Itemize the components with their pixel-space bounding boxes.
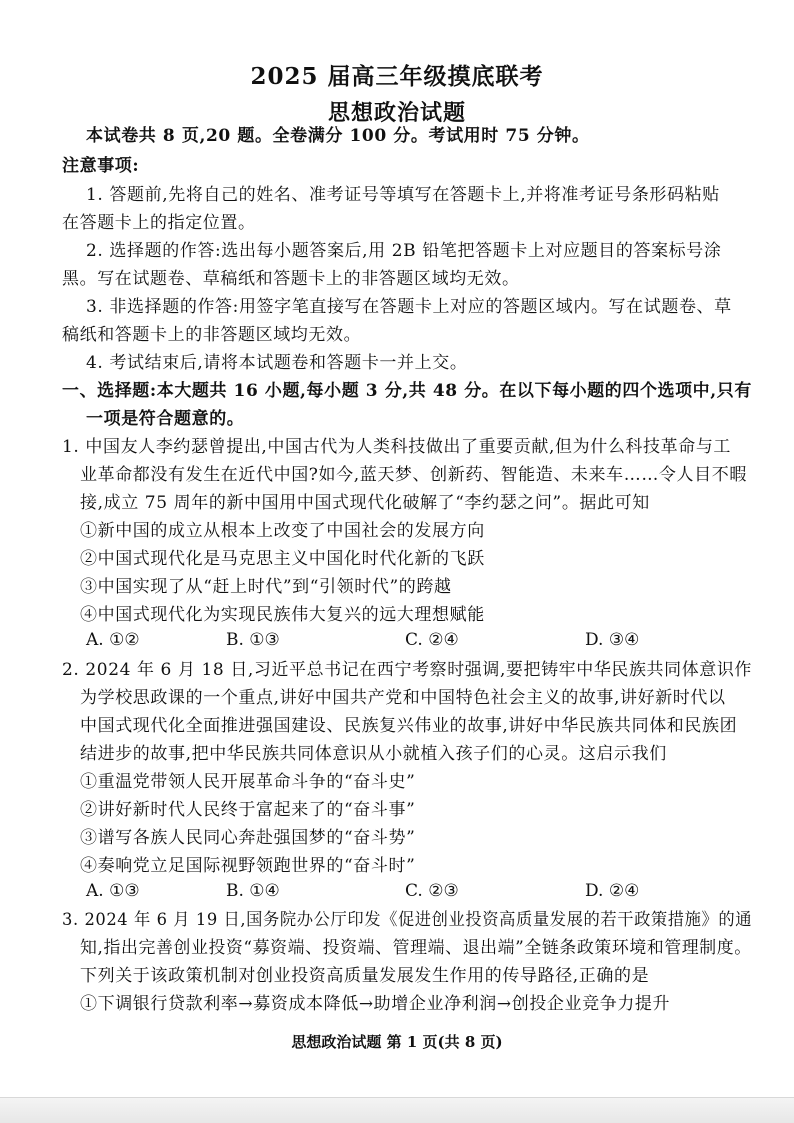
exam-title: 2025 届高三年级摸底联考 <box>250 63 544 90</box>
note-line: 稿纸和答题卡上的非答题区域均无效。 <box>62 325 362 345</box>
option-c: C. ②③ <box>405 881 459 901</box>
section-heading: 一、选择题:本大题共 16 小题,每小题 3 分,共 48 分。在以下每小题的四个选项中,只有 <box>62 381 752 401</box>
note-line: 3. 非选择题的作答:用签字笔直接写在答题卡上对应的答题区域内。写在试题卷、草 <box>86 297 732 317</box>
option-b: B. ①④ <box>226 881 280 901</box>
question-item: ①下调银行贷款利率→募资成本降低→助增企业净利润→创投企业竞争力提升 <box>80 994 671 1014</box>
question-item: ④中国式现代化为实现民族伟大复兴的远大理想赋能 <box>80 605 485 625</box>
option-c: C. ②④ <box>405 630 459 650</box>
scan-edge <box>0 1097 794 1123</box>
option-d: D. ③④ <box>585 630 640 650</box>
notes-heading: 注意事项: <box>62 156 140 176</box>
question-item: ③中国实现了从“赶上时代”到“引领时代”的跨越 <box>80 577 452 597</box>
note-line: 黑。写在试题卷、草稿纸和答题卡上的非答题区域均无效。 <box>62 269 520 289</box>
question-stem: 3. 2024 年 6 月 19 日,国务院办公厅印发《促进创业投资高质量发展的若干政策措施》的通 <box>62 910 753 930</box>
note-line: 4. 考试结束后,请将本试题卷和答题卡一并上交。 <box>86 353 468 373</box>
question-item: ②中国式现代化是马克思主义中国化时代化新的飞跃 <box>80 549 485 569</box>
option-a: A. ①② <box>86 630 140 650</box>
question-stem: 接,成立 75 周年的新中国用中国式现代化破解了“李约瑟之问”。据此可知 <box>80 493 650 513</box>
note-line: 在答题卡上的指定位置。 <box>62 213 256 233</box>
question-item: ①新中国的成立从根本上改变了中国社会的发展方向 <box>80 521 485 541</box>
question-item: ②讲好新时代人民终于富起来了的“奋斗事” <box>80 800 416 820</box>
option-d: D. ②④ <box>585 881 640 901</box>
question-stem: 结进步的故事,把中华民族共同体意识从小就植入孩子们的心灵。这启示我们 <box>80 744 667 764</box>
exam-subject: 思想政治试题 <box>327 100 466 126</box>
question-stem: 中国式现代化全面推进强国建设、民族复兴伟业的故事,讲好中华民族共同体和民族团 <box>80 716 738 736</box>
note-line: 1. 答题前,先将自己的姓名、准考证号等填写在答题卡上,并将准考证号条形码粘贴 <box>86 185 720 205</box>
note-line: 2. 选择题的作答:选出每小题答案后,用 2B 铅笔把答题卡上对应题目的答案标号涂 <box>86 241 722 261</box>
option-b: B. ①③ <box>226 630 280 650</box>
question-item: ③谱写各族人民同心奔赴强国梦的“奋斗势” <box>80 828 416 848</box>
question-stem: 为学校思政课的一个重点,讲好中国共产党和中国特色社会主义的故事,讲好新时代以 <box>80 688 726 708</box>
question-item: ①重温党带领人民开展革命斗争的“奋斗史” <box>80 772 416 792</box>
page-footer: 思想政治试题 第 1 页(共 8 页) <box>291 1033 503 1051</box>
question-stem: 知,指出完善创业投资“募资端、投资端、管理端、退出端”全链条政策环境和管理制度。 <box>80 938 752 958</box>
question-stem: 下列关于该政策机制对创业投资高质量发展发生作用的传导路径,正确的是 <box>80 966 650 986</box>
question-stem: 业革命都没有发生在近代中国?如今,蓝天梦、创新药、智能造、未来车……令人目不暇 <box>80 465 747 485</box>
question-stem: 2. 2024 年 6 月 18 日,习近平总书记在西宁考察时强调,要把铸牢中华民族共同体意识作 <box>62 660 753 680</box>
option-a: A. ①③ <box>86 881 140 901</box>
section-heading-cont: 一项是符合题意的。 <box>86 409 245 429</box>
question-item: ④奏响党立足国际视野领跑世界的“奋斗时” <box>80 856 416 876</box>
exam-intro: 本试卷共 8 页,20 题。全卷满分 100 分。考试用时 75 分钟。 <box>86 126 590 146</box>
question-stem: 1. 中国友人李约瑟曾提出,中国古代为人类科技做出了重要贡献,但为什么科技革命与工 <box>62 437 732 457</box>
